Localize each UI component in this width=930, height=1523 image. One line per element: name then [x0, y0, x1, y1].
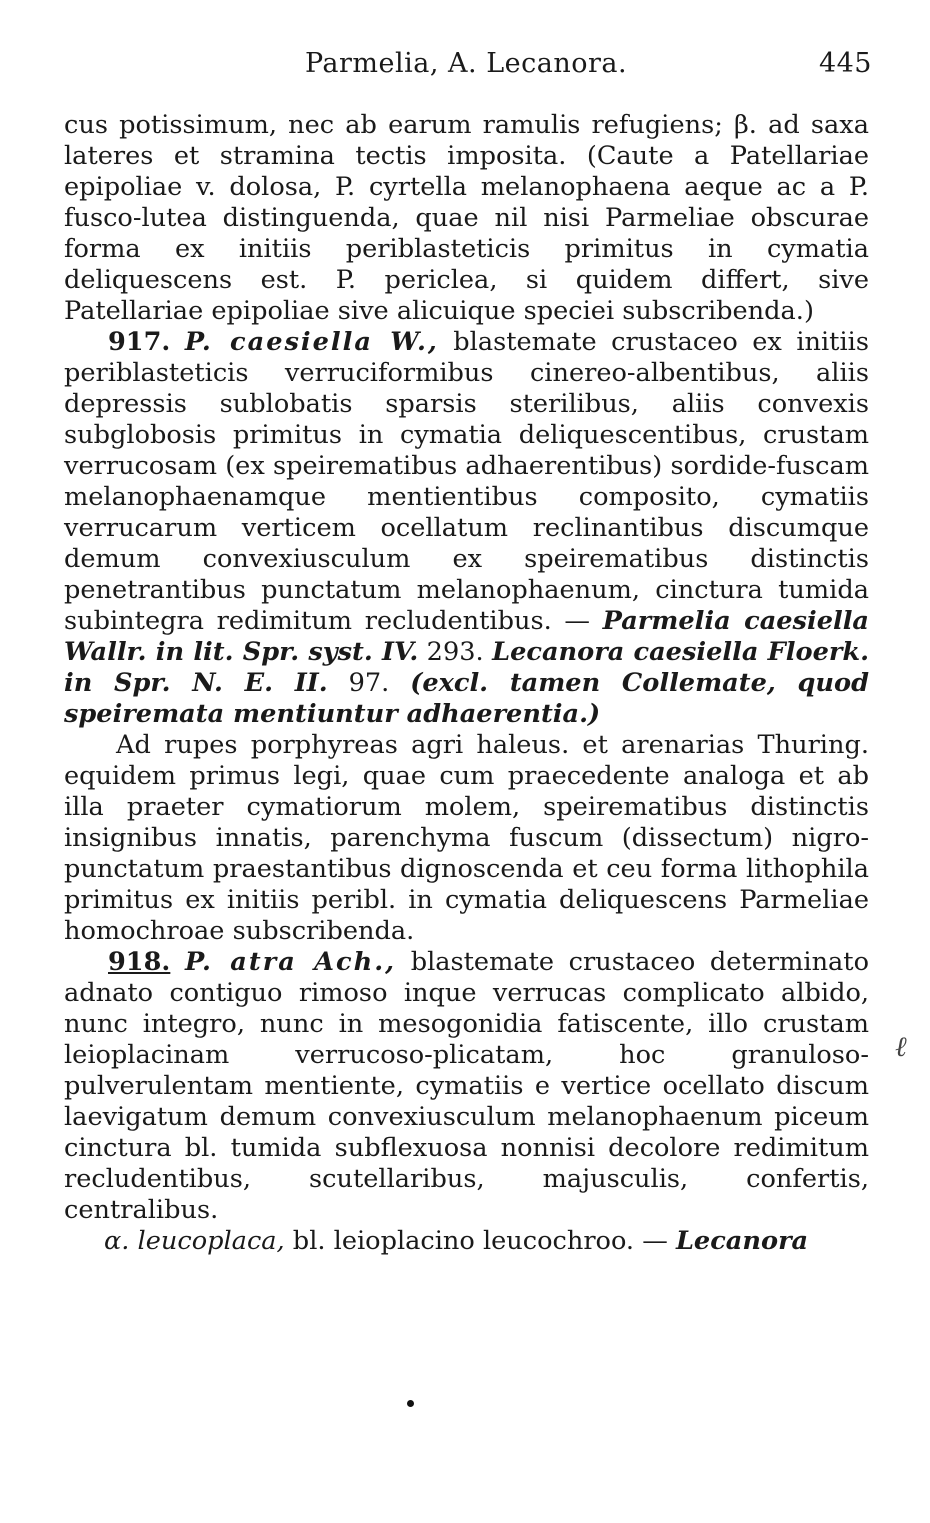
- citation-page: 97.: [327, 668, 411, 698]
- variety-label: α. leucoplaca,: [104, 1226, 285, 1256]
- citation-page: 293.: [418, 637, 493, 667]
- page-number: 445: [818, 48, 872, 79]
- variety-entry: [64, 1226, 869, 1257]
- entry-number: 917.: [108, 327, 171, 357]
- habitat-paragraph: Ad rupes porphyreas agri haleus. et arenarias Thuring. equidem primus legi, quae cum praecedente analoga et ab illa praeter cymatiorum molem, speirematibus distinctis insignibus innatis, parenchyma fuscum (dissectum) nigro-punctatum praestantibus dignoscenda et ceu forma lithophila primitus ex initiis peribl. in cymatia deliquescens Parmeliae homochroae subscribenda.: [64, 730, 869, 946]
- synonym-citation: Lecanora caesiella Floerk. in Spr. N. E. II.: [64, 637, 869, 698]
- species-entry-918: [64, 947, 869, 1226]
- variety-text: bl. leioplacino leucochroo. —: [284, 1226, 676, 1256]
- margin-annotation: ℓ: [895, 1030, 907, 1063]
- entry-number: 918.: [108, 947, 171, 977]
- variety-synonym: Lecanora: [675, 1226, 809, 1256]
- description-text: blastemate crustaceo determinato adnato contiguo rimoso inque verrucas complicato albido, nunc integro, nunc in mesogonidia fatiscente, illo crustam leioplacinam verrucoso-plicatam, hoc granuloso-pulverulentam mentiente, cymatiis e vertice ocellato discum laevigatum demum convexiusculum melanophaenum piceum cinctura bl. tumida subflexuosa nonnisi decolore redimitum recludentibus, scutellaribus, majusculis, confertis, centralibus.: [64, 947, 870, 1225]
- species-name: P. caesiella W.,: [184, 327, 439, 357]
- page-header: [60, 48, 872, 88]
- species-entry-917: [64, 327, 869, 730]
- page-body: [64, 110, 869, 1257]
- paragraph-continuation: cus potissimum, nec ab earum ramulis refugiens; β. ad saxa lateres et stramina tectis imposita. (Caute a Patellariae epipoliae v. dolosa, P. cyrtella melanophaena aeque ac a P. fusco-lutea distinguenda, quae nil nisi Parmeliae obscurae forma ex initiis periblasteticis primitus in cymatia deliquescens est. P. periclea, si quidem differt, sive Patellariae epipoliae sive alicuique speciei subscribenda.): [64, 110, 869, 326]
- description-text: blastemate crustaceo ex initiis periblasteticis verruciformibus cinereo-albentibus, aliis depressis sublobatis sparsis sterilibus, aliis convexis subglobosis primitus in cymatia deliquescentibus, crustam verrucosam (ex speirematibus adhaerentibus) sordide-fuscam melanophaenamque mentientibus composito, cymatiis verrucarum verticem ocellatum reclinantibus discumque demum convexiusculum ex speirematibus distinctis penetrantibus punctatum melanophaenum, cinctura tumida subintegra redimitum recludentibus. —: [64, 327, 869, 636]
- species-name: P. atra Ach.,: [184, 947, 397, 977]
- synonym-note: (excl. tamen Collemate, quod speiremata mentiuntur adhaerentia.): [64, 668, 869, 729]
- ink-dot: [407, 1400, 414, 1407]
- running-head: Parmelia, A. Lecanora.: [304, 48, 628, 79]
- synonym-citation: Parmelia caesiella Wallr. in lit. Spr. syst. IV.: [64, 606, 870, 667]
